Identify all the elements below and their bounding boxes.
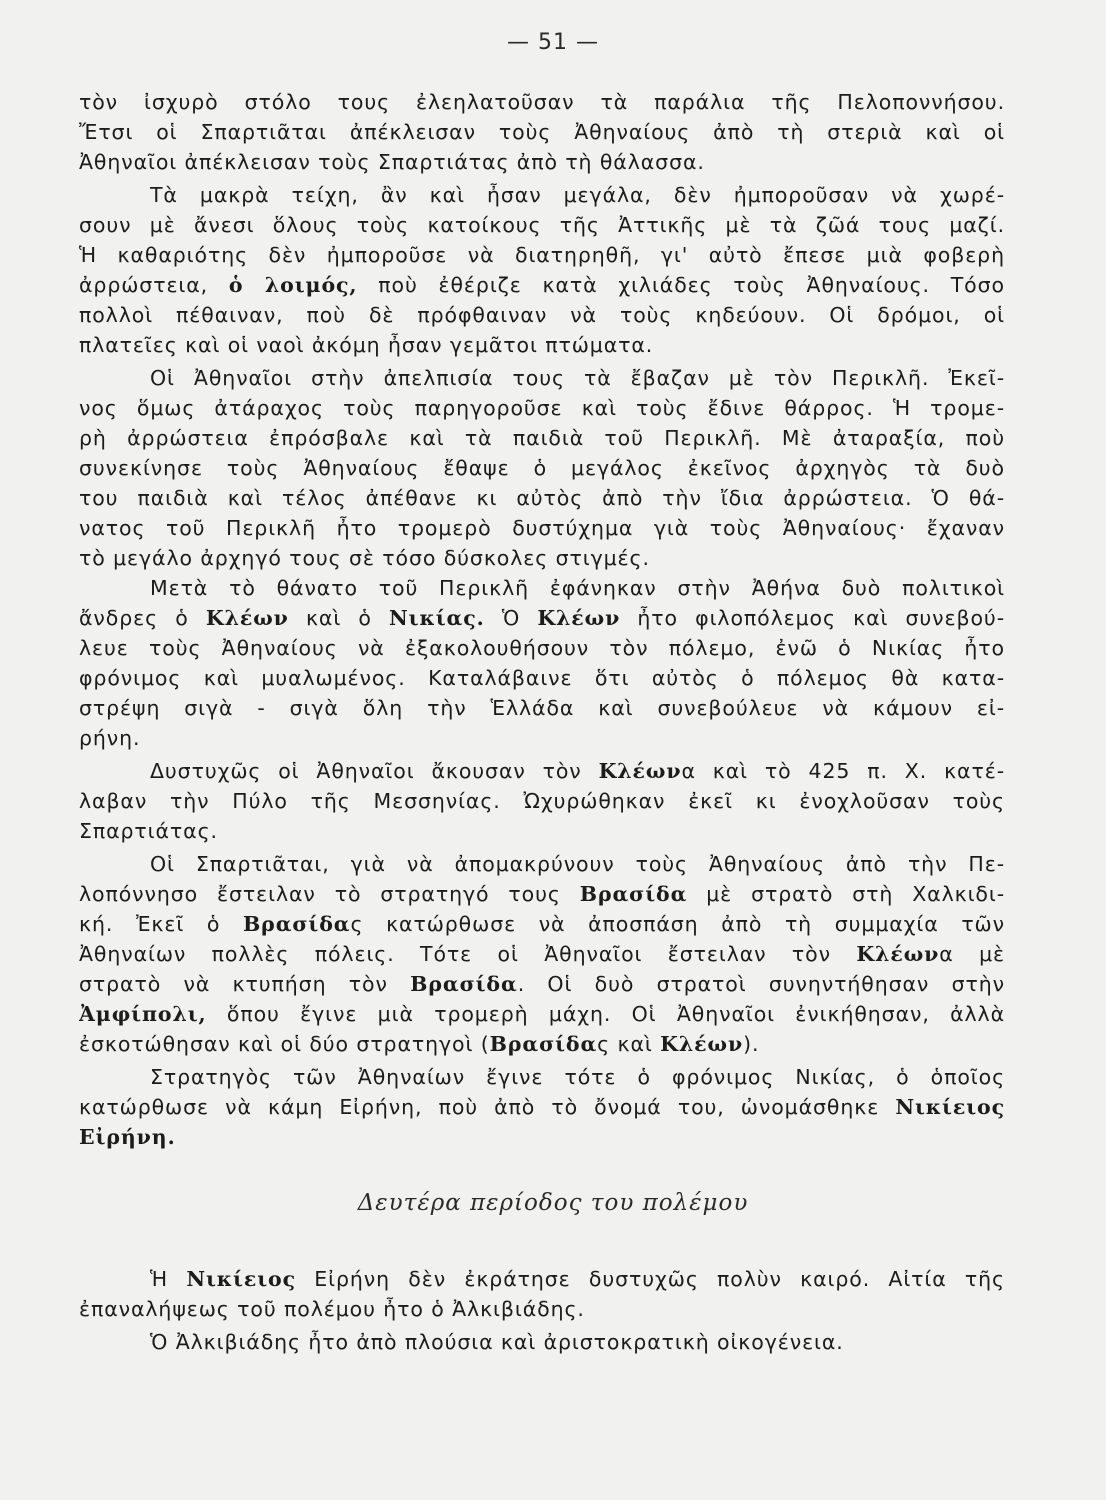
text-line: Δυστυχῶς οἱ Ἀθηναῖοι ἄκουσαν τὸν Κλέωνα καὶ τὸ 425 π. Χ. κατέ- xyxy=(150,759,1005,783)
text-line: κατώρθωσε νὰ κάμη Εἰρήνη, ποὺ ἀπὸ τὸ ὄνομά του, ὠνομάσθηκε Νικίειος xyxy=(79,1095,1005,1119)
text-line: κή. Ἐκεῖ ὁ Βρασίδας κατώρθωσε νὰ ἀποσπάση ἀπὸ τὴ συμμαχία τῶν xyxy=(79,912,1005,936)
text-line: Σπαρτιάτας. xyxy=(79,819,218,843)
text-line: Ὁ Ἀλκιβιάδης ἦτο ἀπὸ πλούσια καὶ ἀριστοκρατικὴ οἰκογένεια. xyxy=(150,1330,844,1354)
text-line: Οἱ Σπαρτιᾶται, γιὰ νὰ ἀπομακρύνουν τοὺς Ἀθηναίους ἀπὸ τὴν Πε- xyxy=(150,852,1005,876)
text-line: λαβαν τὴν Πύλο τῆς Μεσσηνίας. Ὠχυρώθηκαν ἐκεῖ κι ἐνοχλοῦσαν τοὺς xyxy=(79,789,1005,813)
text-line: ἄνδρες ὁ Κλέων καὶ ὁ Νικίας. Ὁ Κλέων ἦτο φιλοπόλεμος καὶ συνεβού- xyxy=(79,606,1005,630)
text-line: πλατεῖες καὶ οἱ ναοὶ ἀκόμη ἦσαν γεμᾶτοι πτώματα. xyxy=(79,333,654,357)
text-line: Ἔτσι οἱ Σπαρτιᾶται ἀπέκλεισαν τοὺς Ἀθηναίους ἀπὸ τὴ στεριὰ καὶ οἱ xyxy=(79,120,1005,144)
text-line: τὸ μεγάλο ἀρχηγό τους σὲ τόσο δύσκολες στιγμές. xyxy=(79,546,650,570)
text-line: ἐπαναλήψεως τοῦ πολέμου ἦτο ὁ Ἀλκιβιάδης. xyxy=(79,1297,585,1321)
text-line: Οἱ Ἀθηναῖοι στὴν ἀπελπισία τους τὰ ἔβαζαν μὲ τὸν Περικλῆ. Ἐκεῖ- xyxy=(150,366,1005,390)
text-line: νος ὅμως ἀτάραχος τοὺς παρηγοροῦσε καὶ τοὺς ἔδινε θάρρος. Ἡ τρομε- xyxy=(79,396,1005,420)
text-line: Τὰ μακρὰ τείχη, ἂν καὶ ἦσαν μεγάλα, δὲν ἠμποροῦσαν νὰ χωρέ- xyxy=(150,183,1005,207)
text-line: Εἰρήνη. xyxy=(79,1125,176,1149)
text-line: του παιδιὰ καὶ τέλος ἀπέθανε κι αὐτὸς ἀπὸ τὴν ἴδια ἀρρώστεια. Ὁ θά- xyxy=(79,486,1005,510)
text-line: Ἡ Νικίειος Εἰρήνη δὲν ἐκράτησε δυστυχῶς πολὺν καιρό. Αἰτία τῆς xyxy=(150,1267,1005,1291)
text-line: Στρατηγὸς τῶν Ἀθηναίων ἔγινε τότε ὁ φρόνιμος Νικίας, ὁ ὁποῖος xyxy=(150,1065,1005,1089)
text-line xyxy=(79,268,1005,302)
text-line: ρὴ ἀρρώστεια ἐπρόσβαλε καὶ τὰ παιδιὰ τοῦ Περικλῆ. Μὲ ἀταραξία, ποὺ xyxy=(79,426,1005,450)
text-line: πολλοὶ πέθαιναν, ποὺ δὲ πρόφθαιναν νὰ τοὺς κηδεύουν. Οἱ δρόμοι, οἱ xyxy=(79,303,1005,327)
page-number: — 51 — xyxy=(507,30,599,55)
text-line: Ἡ καθαριότης δὲν ἠμποροῦσε νὰ διατηρηθῆ, γι' αὐτὸ ἔπεσε μιὰ φοβερὴ xyxy=(79,243,1005,267)
text-line: νατος τοῦ Περικλῆ ἦτο τρομερὸ δυστύχημα γιὰ τοὺς Ἀθηναίους· ἔχαναν xyxy=(79,516,1005,540)
text-line: λευε τοὺς Ἀθηναίους νὰ ἐξακολουθήσουν τὸν πόλεμο, ἐνῶ ὁ Νικίας ἦτο xyxy=(79,636,1005,660)
text-line: Ἀθηναῖοι ἀπέκλεισαν τοὺς Σπαρτιάτας ἀπὸ τὴ θάλασσα. xyxy=(79,150,705,174)
text-line: Μετὰ τὸ θάνατο τοῦ Περικλῆ ἐφάνηκαν στὴν Ἀθήνα δυὸ πολιτικοὶ xyxy=(150,576,1005,600)
section-title: Δευτέρα περίοδος του πολέμου xyxy=(357,1190,749,1216)
text-line: στρατὸ νὰ κτυπήση τὸν Βρασίδα. Οἱ δυὸ στρατοὶ συνηντήθησαν στὴν xyxy=(79,972,1005,996)
text-line: στρέψη σιγὰ - σιγὰ ὅλη τὴν Ἑλλάδα καὶ συνεβούλευε νὰ κάμουν εἰ- xyxy=(79,696,1005,720)
text-line: φρόνιμος καὶ μυαλωμένος. Καταλάβαινε ὅτι αὐτὸς ὁ πόλεμος θὰ κατα- xyxy=(79,666,1005,690)
text-segment: ἀρρώστεια, ὁ λοιμός, ποὺ ἐθέριζε κατὰ χιλιάδες τοὺς Ἀθηναίους. Τόσο xyxy=(79,273,1005,297)
text-line: τὸν ἰσχυρὸ στόλο τους ἐλεηλατοῦσαν τὰ παράλια τῆς Πελοποννήσου. xyxy=(79,90,1005,114)
text-line: σουν μὲ ἄνεσι ὅλους τοὺς κατοίκους τῆς Ἀττικῆς μὲ τὰ ζῶά τους μαζί. xyxy=(79,213,1005,237)
text-line: Ἀμφίπολι, ὅπου ἔγινε μιὰ τρομερὴ μάχη. Οἱ Ἀθηναῖοι ἐνικήθησαν, ἀλλὰ xyxy=(79,1002,1005,1026)
text-line: Ἀθηναίων πολλὲς πόλεις. Τότε οἱ Ἀθηναῖοι ἔστειλαν τὸν Κλέωνα μὲ xyxy=(79,942,1005,966)
text-line: ἐσκοτώθησαν καὶ οἱ δύο στρατηγοὶ (Βρασίδας καὶ Κλέων). xyxy=(79,1032,760,1056)
text-line: λοπόννησο ἔστειλαν τὸ στρατηγό τους Βρασίδα μὲ στρατὸ στὴ Χαλκιδι- xyxy=(79,882,1005,906)
text-line: ρήνη. xyxy=(79,726,141,750)
text-line: συνεκίνησε τοὺς Ἀθηναίους ἔθαψε ὁ μεγάλος ἐκεῖνος ἀρχηγὸς τὰ δυὸ xyxy=(79,456,1005,480)
